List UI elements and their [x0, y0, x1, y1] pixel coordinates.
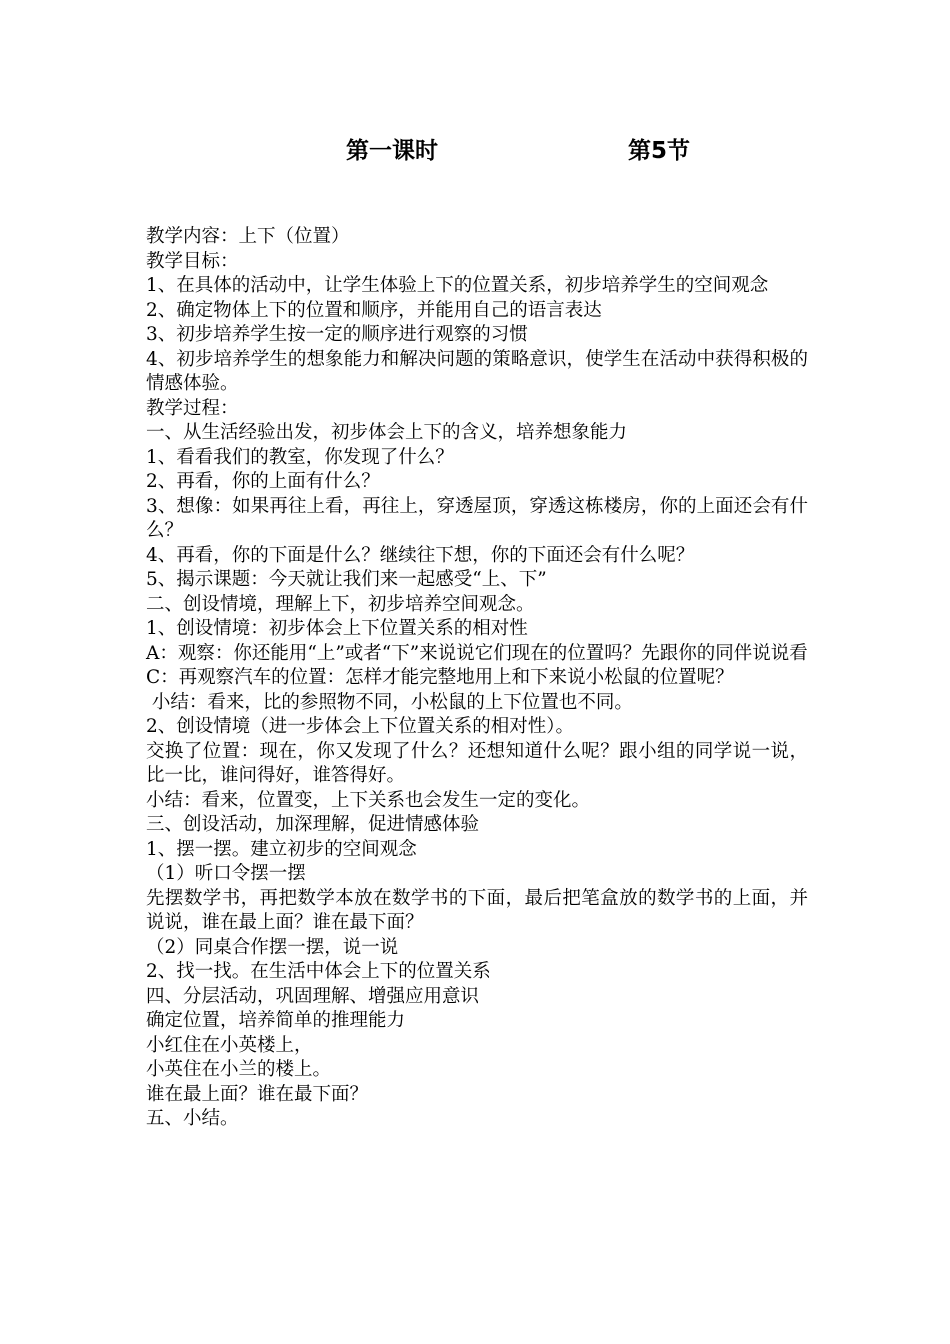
section-3-heading: 三、创设活动，加深理解，促进情感体验: [146, 814, 480, 835]
lesson-plan-body: [146, 225, 808, 1132]
section-1-step-4: 4、再看，你的下面是什么？继续往下想，你的下面还会有什么呢？: [146, 544, 695, 566]
goal-2: 2、确定物体上下的位置和顺序，并能用自己的语言表达: [146, 299, 602, 321]
section-2-summary-2: 小结：看来，位置变，上下关系也会发生一定的变化。: [146, 789, 591, 811]
teaching-process-heading: 教学过程：: [146, 397, 239, 419]
lesson-header: [0, 131, 950, 171]
section-2-item-c: C：再观察汽车的位置：怎样才能完整地用上和下来说小松鼠的位置呢？: [146, 667, 734, 688]
teaching-goals-heading: 教学目标：: [146, 250, 239, 272]
section-4-task: 确定位置，培养简单的推理能力: [146, 1010, 406, 1031]
section-2-step-2: 2、创设情境（进一步体会上下位置关系的相对性）。: [146, 716, 575, 737]
section-2-item-a: A：观察：你还能用“上”或者“下”来说说它们现在的位置吗？先跟你的同伴说说看: [146, 642, 808, 664]
section-5-heading: 五、小结。: [146, 1108, 239, 1129]
section-3-sub-1: （1）听口令摆一摆: [146, 863, 306, 884]
section-4-clue-2: 小英住在小兰的楼上。: [146, 1059, 332, 1080]
lesson-title: 第一课时: [346, 138, 438, 164]
goal-3: 3、初步培养学生按一定的顺序进行观察的习惯: [146, 324, 528, 345]
section-2-summary-1: 小结：看来，比的参照物不同，小松鼠的上下位置也不同。: [146, 691, 633, 713]
section-3-step-2: 2、找一找。在生活中体会上下的位置关系: [146, 961, 491, 982]
section-2-step-1: 1、创设情境：初步体会上下位置关系的相对性: [146, 618, 528, 639]
section-4-question: 谁在最上面？谁在最下面？: [146, 1083, 369, 1105]
section-2-exchange: 交换了位置：现在，你又发现了什么？还想知道什么呢？跟小组的同学说一说，比一比，谁问得好，谁答得好。: [146, 740, 808, 786]
section-1-step-1: 1、看看我们的教室，你发现了什么？: [146, 446, 454, 468]
teaching-content-line: 教学内容：上下（位置）: [146, 226, 350, 247]
goal-4: 4、初步培养学生的想象能力和解决问题的策略意识，使学生在活动中获得积极的情感体验。: [146, 348, 808, 394]
section-4-clue-1: 小红住在小英楼上，: [146, 1034, 313, 1056]
goal-1: 1、在具体的活动中，让学生体验上下的位置关系，初步培养学生的空间观念: [146, 275, 769, 296]
section-3-step-1: 1、摆一摆。建立初步的空间观念: [146, 838, 417, 860]
section-4-heading: 四、分层活动，巩固理解、增强应用意识: [146, 985, 480, 1007]
section-1-step-5: 5、揭示课题：今天就让我们来一起感受“上、下”: [146, 569, 547, 590]
section-1-heading: 一、从生活经验出发，初步体会上下的含义，培养想象能力: [146, 422, 628, 443]
section-1-step-3: 3、想像：如果再往上看，再往上，穿透屋顶，穿透这栋楼房，你的上面还会有什么？: [146, 495, 808, 541]
section-3-instructions: 先摆数学书，再把数学本放在数学书的下面，最后把笔盒放的数学书的上面，并说说，谁在最上面？谁在最下面？: [146, 887, 808, 933]
section-2-heading: 二、创设情境，理解上下，初步培养空间观念。: [146, 593, 535, 615]
section-3-sub-2: （2）同桌合作摆一摆，说一说: [146, 936, 399, 958]
section-1-step-2: 2、再看，你的上面有什么？: [146, 471, 380, 492]
section-number: 第5节: [628, 138, 691, 164]
